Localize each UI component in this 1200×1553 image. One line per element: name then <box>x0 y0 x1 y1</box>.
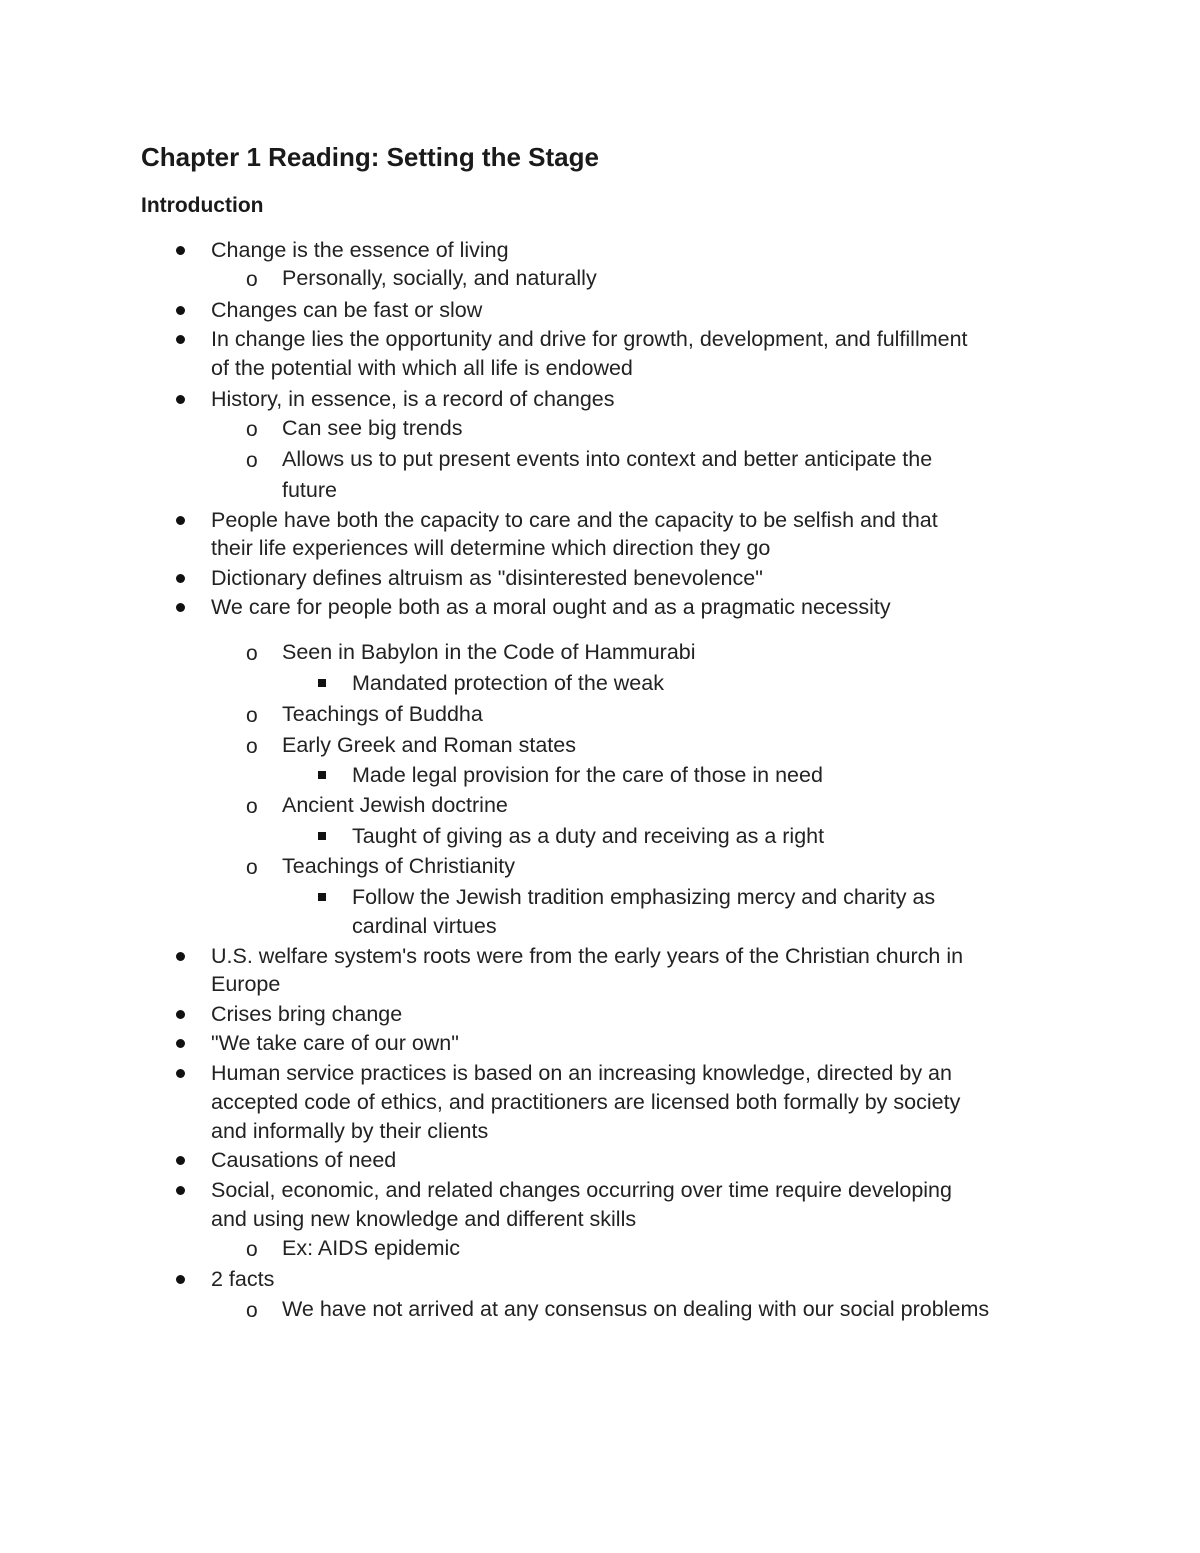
bullet-icon <box>176 603 185 612</box>
list-item: Change is the essence of living <box>211 238 509 262</box>
section-heading-introduction: Introduction <box>141 194 264 217</box>
list-item: Dictionary defines altruism as "disinterested benevolence" <box>211 566 763 590</box>
square-bullet-icon <box>318 771 326 779</box>
list-item-continuation: and informally by their clients <box>211 1119 489 1143</box>
document-title: Chapter 1 Reading: Setting the Stage <box>141 142 599 172</box>
list-item: We have not arrived at any consensus on dealing with our social problems <box>282 1297 990 1321</box>
sub-bullet-icon: o <box>246 795 258 818</box>
list-item: "We take care of our own" <box>211 1031 459 1055</box>
sub-bullet-icon: o <box>246 856 258 879</box>
list-item: Follow the Jewish tradition emphasizing mercy and charity as <box>352 885 936 909</box>
sub-bullet-icon: o <box>246 268 258 291</box>
list-item: Allows us to put present events into context and better anticipate the <box>282 447 933 471</box>
bullet-icon <box>176 1156 185 1165</box>
list-item-continuation: of the potential with which all life is endowed <box>211 356 633 380</box>
list-item-continuation: accepted code of ethics, and practitioners are licensed both formally by society <box>211 1090 961 1114</box>
list-item: Personally, socially, and naturally <box>282 266 597 290</box>
bullet-icon <box>176 395 185 404</box>
bullet-icon <box>176 516 185 525</box>
list-item: Ex: AIDS epidemic <box>282 1236 461 1260</box>
list-item: We care for people both as a moral ought and as a pragmatic necessity <box>211 595 891 619</box>
list-item: Taught of giving as a duty and receiving as a right <box>352 824 825 848</box>
sub-bullet-icon: o <box>246 418 258 441</box>
list-item: 2 facts <box>211 1267 275 1291</box>
list-item-continuation: Europe <box>211 972 281 996</box>
sub-bullet-icon: o <box>246 449 258 472</box>
bullet-icon <box>176 335 185 344</box>
bullet-icon <box>176 574 185 583</box>
sub-bullet-icon: o <box>246 1299 258 1322</box>
list-item: Causations of need <box>211 1148 397 1172</box>
list-item: Ancient Jewish doctrine <box>282 793 508 817</box>
bullet-icon <box>176 1010 185 1019</box>
list-item: People have both the capacity to care and the capacity to be selfish and that <box>211 508 938 532</box>
list-item-continuation: cardinal virtues <box>352 914 497 938</box>
list-item: Social, economic, and related changes occurring over time require developing <box>211 1178 952 1202</box>
list-item: Can see big trends <box>282 416 463 440</box>
bullet-icon <box>176 1186 185 1195</box>
bullet-icon <box>176 306 185 315</box>
square-bullet-icon <box>318 679 326 687</box>
bullet-icon <box>176 952 185 961</box>
bullet-icon <box>176 1069 185 1078</box>
list-item-continuation: future <box>282 478 337 502</box>
list-item: Seen in Babylon in the Code of Hammurabi <box>282 640 696 664</box>
list-item: History, in essence, is a record of changes <box>211 387 615 411</box>
list-item: Crises bring change <box>211 1002 403 1026</box>
list-item-continuation: and using new knowledge and different skills <box>211 1207 637 1231</box>
list-item-continuation: their life experiences will determine which direction they go <box>211 536 771 560</box>
list-item: Human service practices is based on an increasing knowledge, directed by an <box>211 1061 952 1085</box>
list-item: U.S. welfare system's roots were from the early years of the Christian church in <box>211 944 964 968</box>
sub-bullet-icon: o <box>246 735 258 758</box>
bullet-icon <box>176 246 185 255</box>
list-item: In change lies the opportunity and drive for growth, development, and fulfillment <box>211 327 968 351</box>
square-bullet-icon <box>318 832 326 840</box>
sub-bullet-icon: o <box>246 642 258 665</box>
square-bullet-icon <box>318 893 326 901</box>
list-item: Teachings of Buddha <box>282 702 483 726</box>
list-item: Teachings of Christianity <box>282 854 516 878</box>
list-item: Early Greek and Roman states <box>282 733 576 757</box>
list-item: Changes can be fast or slow <box>211 298 483 322</box>
bullet-icon <box>176 1039 185 1048</box>
bullet-icon <box>176 1275 185 1284</box>
list-item: Mandated protection of the weak <box>352 671 664 695</box>
sub-bullet-icon: o <box>246 1238 258 1261</box>
sub-bullet-icon: o <box>246 704 258 727</box>
list-item: Made legal provision for the care of those in need <box>352 763 823 787</box>
